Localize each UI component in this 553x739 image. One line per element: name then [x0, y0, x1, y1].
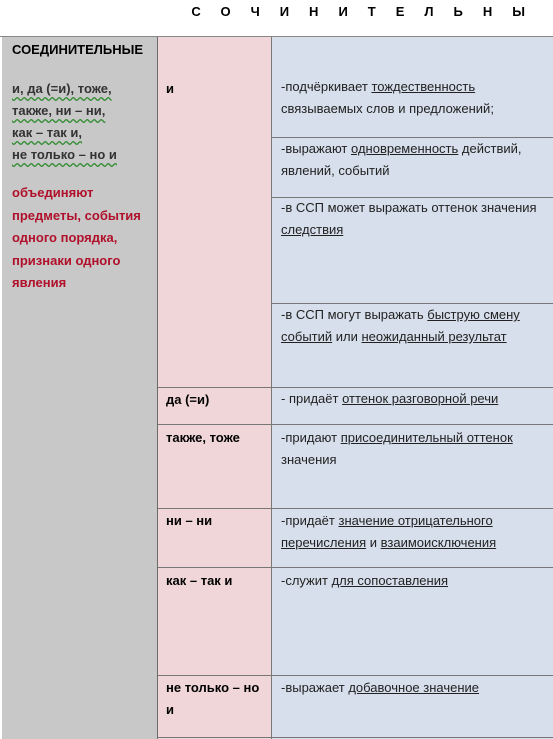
meaning-keyword: взаимоисключения: [380, 535, 497, 550]
meaning-text-part: значения: [281, 452, 337, 467]
meaning-column: [272, 37, 553, 739]
meaning-text: [281, 510, 546, 554]
meaning-text-part: и: [366, 535, 381, 550]
row-divider: [158, 387, 553, 388]
meaning-keyword: одновременность: [351, 141, 459, 156]
conjunction-label: не только – но и: [166, 680, 260, 717]
row-divider: [158, 567, 553, 568]
conjunction-list-line: не только – но и: [12, 147, 117, 162]
conjunction-list-line: также, ни – ни,: [12, 103, 106, 118]
row-divider: [272, 303, 553, 304]
meaning-keyword: для сопоставления: [331, 573, 449, 588]
row-divider: [272, 137, 553, 138]
conjunction-label: ни – ни: [166, 513, 213, 528]
category-description: объединяют предметы, события одного порядка, признаки одного явления: [12, 185, 141, 290]
conjunction-column: [158, 37, 272, 739]
meaning-text-part: -придаёт: [281, 513, 339, 528]
row-divider: [158, 675, 553, 676]
meaning-text: [281, 427, 546, 471]
conjunction-list: [12, 78, 117, 166]
meaning-text: [281, 138, 546, 182]
row-divider: [272, 197, 553, 198]
category-column: [2, 37, 158, 739]
conjunction-label: и: [166, 81, 174, 96]
conjunction-list-line: как – так и,: [12, 125, 83, 140]
meaning-text: [281, 304, 546, 348]
meaning-keyword: оттенок разговорной речи: [342, 391, 499, 406]
row-divider: [158, 737, 553, 738]
conjunction-label: да (=и): [166, 392, 210, 407]
meaning-text-part: или: [332, 329, 362, 344]
meaning-text: [281, 197, 546, 241]
conjunction-list-line: и, да (=и), тоже,: [12, 81, 112, 96]
conjunction-label: как – так и: [166, 573, 233, 588]
category-title: СОЕДИНИТЕЛЬНЫЕ: [12, 42, 144, 57]
meaning-text-part: -придают: [281, 430, 341, 445]
conjunction-label: также, тоже: [166, 430, 240, 445]
meaning-text-part: -служит: [281, 573, 332, 588]
meaning-text-part: -выражает: [281, 680, 349, 695]
meaning-text: [281, 570, 546, 592]
meaning-keyword: следствия: [281, 222, 344, 237]
meaning-text-part: действий, явлений, событий: [281, 141, 522, 178]
meaning-keyword: неожиданный результат: [361, 329, 507, 344]
meaning-text-part: -в ССП могут выражать: [281, 307, 428, 322]
meaning-text-part: -подчёркивает: [281, 79, 372, 94]
header-bar: [0, 0, 553, 37]
meaning-keyword: добавочное значение: [348, 680, 480, 695]
meaning-keyword: значение отрицательного перечисления: [281, 513, 493, 550]
meaning-text-part: - придаёт: [281, 391, 343, 406]
meaning-text-part: связываемых слов и предложений;: [281, 101, 494, 116]
meaning-text-part: -в ССП может выражать оттенок значения: [281, 200, 537, 215]
meaning-text-part: -выражают: [281, 141, 351, 156]
meaning-text: [281, 388, 546, 410]
meaning-text: [281, 677, 546, 699]
row-divider: [158, 424, 553, 425]
meaning-keyword: присоединительный оттенок: [340, 430, 513, 445]
meaning-keyword: быструю смену событий: [281, 307, 520, 344]
meaning-text: [281, 76, 546, 120]
meaning-keyword: тождественность: [371, 79, 476, 94]
row-divider: [158, 508, 553, 509]
header-title: СОЧИНИТЕЛЬНЫ: [191, 4, 545, 19]
